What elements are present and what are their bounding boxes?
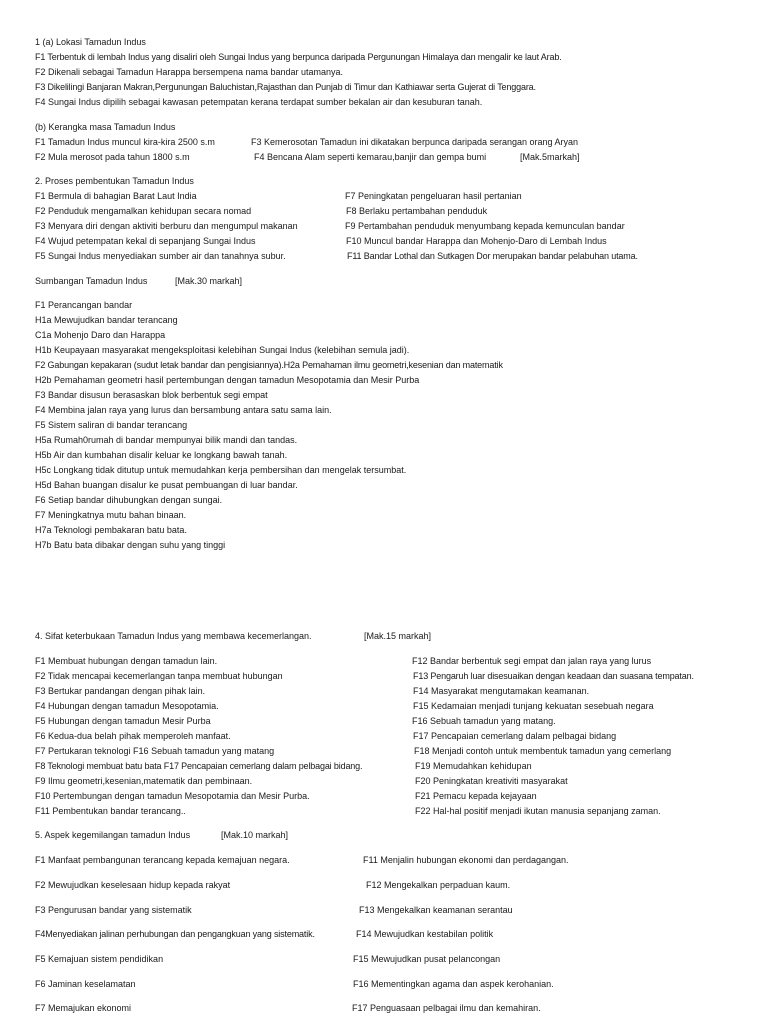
section-4-heading: 4. Sifat keterbukaan Tamadun Indus yang membawa kecemerlangan. [35, 631, 312, 641]
s1b-marks: [Mak.5markah] [520, 152, 580, 162]
s3-line: H5d Bahan buangan disalur ke pusat pembuangan di luar bandar. [35, 480, 298, 490]
s5-left-line: F6 Jaminan keselamatan [35, 979, 136, 989]
section-1b-heading: (b) Kerangka masa Tamadun Indus [35, 122, 176, 132]
s1b-left-line: F2 Mula merosot pada tahun 1800 s.m [35, 152, 190, 162]
s1b-left-line: F1 Tamadun Indus muncul kira-kira 2500 s.m [35, 137, 215, 147]
s4-right-line: F19 Memudahkan kehidupan [415, 761, 532, 771]
s4-right-line: F20 Peningkatan kreativiti masyarakat [415, 776, 568, 786]
s4-right-line: F15 Kedamaian menjadi tunjang kekuatan sesebuah negara [413, 701, 654, 711]
s5-left-line: F7 Memajukan ekonomi [35, 1003, 132, 1013]
s4-left-line: F4 Hubungan dengan tamadun Mesopotamia. [35, 701, 219, 711]
s3-line: H1b Keupayaan masyarakat mengeksploitasi kelebihan Sungai Indus (kelebihan semula jadi). [35, 345, 410, 355]
s2-left-line: F2 Penduduk mengamalkan kehidupan secara nomad [35, 206, 252, 216]
s2-right-line: F11 Bandar Lothal dan Sutkagen Dor merupakan bandar pelabuhan utama. [347, 251, 638, 261]
s2-right-line: F10 Muncul bandar Harappa dan Mohenjo-Daro di Lembah Indus [346, 236, 607, 246]
s2-right-line: F9 Pertambahan penduduk menyumbang kepada kemunculan bandar [345, 221, 625, 231]
s3-line: H5c Longkang tidak ditutup untuk memudahkan kerja pembersihan dan mengelak tersumbat. [35, 465, 407, 475]
s5-right-line: F12 Mengekalkan perpaduan kaum. [366, 880, 511, 890]
s5-left-line: F5 Kemajuan sistem pendidikan [35, 954, 164, 964]
s3-line: H5a Rumah0rumah di bandar mempunyai bilik mandi dan tandas. [35, 435, 298, 445]
s4-right-line: F12 Bandar berbentuk segi empat dan jalan raya yang lurus [412, 656, 652, 666]
s4-left-line: F7 Pertukaran teknologi F16 Sebuah tamadun yang matang [35, 746, 275, 756]
s4-left-line: F8 Teknologi membuat batu bata F17 Pencapaian cemerlang dalam pelbagai bidang. [35, 761, 363, 771]
s3-line: H2b Pemahaman geometri hasil pertembungan dengan tamadun Mesopotamia dan Mesir Purba [35, 375, 420, 385]
s5-right-line: F17 Penguasaan pelbagai ilmu dan kemahiran. [352, 1003, 541, 1013]
s2-right-line: F7 Peningkatan pengeluaran hasil pertanian [345, 191, 522, 201]
s3-line: F4 Membina jalan raya yang lurus dan bersambung antara satu sama lain. [35, 405, 332, 415]
s5-right-line: F16 Mementingkan agama dan aspek kerohanian. [353, 979, 554, 989]
s5-marks: [Mak.10 markah] [221, 830, 289, 840]
s3-line: H1a Mewujudkan bandar terancang [35, 315, 178, 325]
s4-left-line: F2 Tidak mencapai kecemerlangan tanpa membuat hubungan [35, 671, 283, 681]
s3-line: C1a Mohenjo Daro dan Harappa [35, 330, 166, 340]
s1b-right-line: F4 Bencana Alam seperti kemarau,banjir dan gempa bumi [254, 152, 487, 162]
s4-left-line: F5 Hubungan dengan tamadun Mesir Purba [35, 716, 211, 726]
section-5-heading: 5. Aspek kegemilangan tamadun Indus [35, 830, 191, 840]
s5-left-line: F1 Manfaat pembangunan terancang kepada kemajuan negara. [35, 855, 290, 865]
s4-right-line: F14 Masyarakat mengutamakan keamanan. [413, 686, 590, 696]
s2-left-line: F3 Menyara diri dengan aktiviti berburu dan mengumpul makanan [35, 221, 298, 231]
s3-line: H5b Air dan kumbahan disalir keluar ke longkang bawah tanah. [35, 450, 288, 460]
s2-left-line: F5 Sungai Indus menyediakan sumber air dan tanahnya subur. [35, 251, 286, 261]
s5-right-line: F11 Menjalin hubungan ekonomi dan perdagangan. [363, 855, 569, 865]
s5-right-line: F15 Mewujudkan pusat pelancongan [353, 954, 501, 964]
s4-left-line: F10 Pertembungan dengan tamadun Mesopotamia dan Mesir Purba. [35, 791, 310, 801]
s2-left-line: F1 Bermula di bahagian Barat Laut India [35, 191, 197, 201]
s3-line: F6 Setiap bandar dihubungkan dengan sungai. [35, 495, 223, 505]
s1-line: F3 Dikelilingi Banjaran Makran,Pergunungan Baluchistan,Rajasthan dan Punjab di Timur dan Kathiawar serta Gujerat di Tenggara. [35, 82, 536, 92]
s4-left-line: F6 Kedua-dua belah pihak memperoleh manfaat. [35, 731, 231, 741]
s3-line: H7a Teknologi pembakaran batu bata. [35, 525, 187, 535]
section-3-heading: Sumbangan Tamadun Indus [35, 276, 148, 286]
s4-right-line: F18 Menjadi contoh untuk membentuk tamadun yang cemerlang [414, 746, 672, 756]
s3-line: F5 Sistem saliran di bandar terancang [35, 420, 188, 430]
s4-left-line: F11 Pembentukan bandar terancang.. [35, 806, 186, 816]
s4-right-line: F17 Pencapaian cemerlang dalam pelbagai bidang [413, 731, 617, 741]
s2-right-line: F8 Berlaku pertambahan penduduk [346, 206, 488, 216]
s4-right-line: F22 Hal-hal positif menjadi ikutan manusia sepanjang zaman. [415, 806, 661, 816]
s3-line: H7b Batu bata dibakar dengan suhu yang tinggi [35, 540, 226, 550]
s5-right-line: F14 Mewujudkan kestabilan politik [356, 929, 494, 939]
s1-line: F2 Dikenali sebagai Tamadun Harappa bersempena nama bandar utamanya. [35, 67, 344, 77]
s5-left-line: F3 Pengurusan bandar yang sistematik [35, 905, 192, 915]
section-2-heading: 2. Proses pembentukan Tamadun Indus [35, 176, 194, 186]
s3-line: F2 Gabungan kepakaran (sudut letak bandar dan pengisiannya).H2a Pemahaman ilmu geometri,kesenian dan matematik [35, 360, 503, 370]
s4-marks: [Mak.15 markah] [364, 631, 432, 641]
s3-line: F7 Meningkatnya mutu bahan binaan. [35, 510, 187, 520]
s3-marks: [Mak.30 markah] [175, 276, 243, 286]
section-1a-heading: 1 (a) Lokasi Tamadun Indus [35, 37, 146, 47]
s4-right-line: F13 Pengaruh luar disesuaikan dengan keadaan dan suasana tempatan. [413, 671, 694, 681]
s1b-right-line: F3 Kemerosotan Tamadun ini dikatakan berpunca daripada serangan orang Aryan [251, 137, 579, 147]
s1-line: F1 Terbentuk di lembah Indus yang disaliri oleh Sungai Indus yang berpunca daripada Pergunungan Himalaya dan mengalir ke laut Arab. [35, 52, 562, 62]
s5-right-line: F13 Mengekalkan keamanan serantau [359, 905, 513, 915]
s5-left-line: F4Menyediakan jalinan perhubungan dan pengangkuan yang sistematik. [35, 929, 315, 939]
s4-left-line: F9 Ilmu geometri,kesenian,matematik dan pembinaan. [35, 776, 253, 786]
s4-right-line: F21 Pemacu kepada kejayaan [415, 791, 537, 801]
s1-line: F4 Sungai Indus dipilih sebagai kawasan petempatan kerana terdapat sumber bekalan air dan kesuburan tanah. [35, 97, 483, 107]
s2-left-line: F4 Wujud petempatan kekal di sepanjang Sungai Indus [35, 236, 256, 246]
s3-line: F3 Bandar disusun berasaskan blok berbentuk segi empat [35, 390, 268, 400]
s4-right-line: F16 Sebuah tamadun yang matang. [412, 716, 556, 726]
s3-line: F1 Perancangan bandar [35, 300, 133, 310]
s4-left-line: F3 Bertukar pandangan dengan pihak lain. [35, 686, 206, 696]
s4-left-line: F1 Membuat hubungan dengan tamadun lain. [35, 656, 218, 666]
s5-left-line: F2 Mewujudkan keselesaan hidup kepada rakyat [35, 880, 231, 890]
